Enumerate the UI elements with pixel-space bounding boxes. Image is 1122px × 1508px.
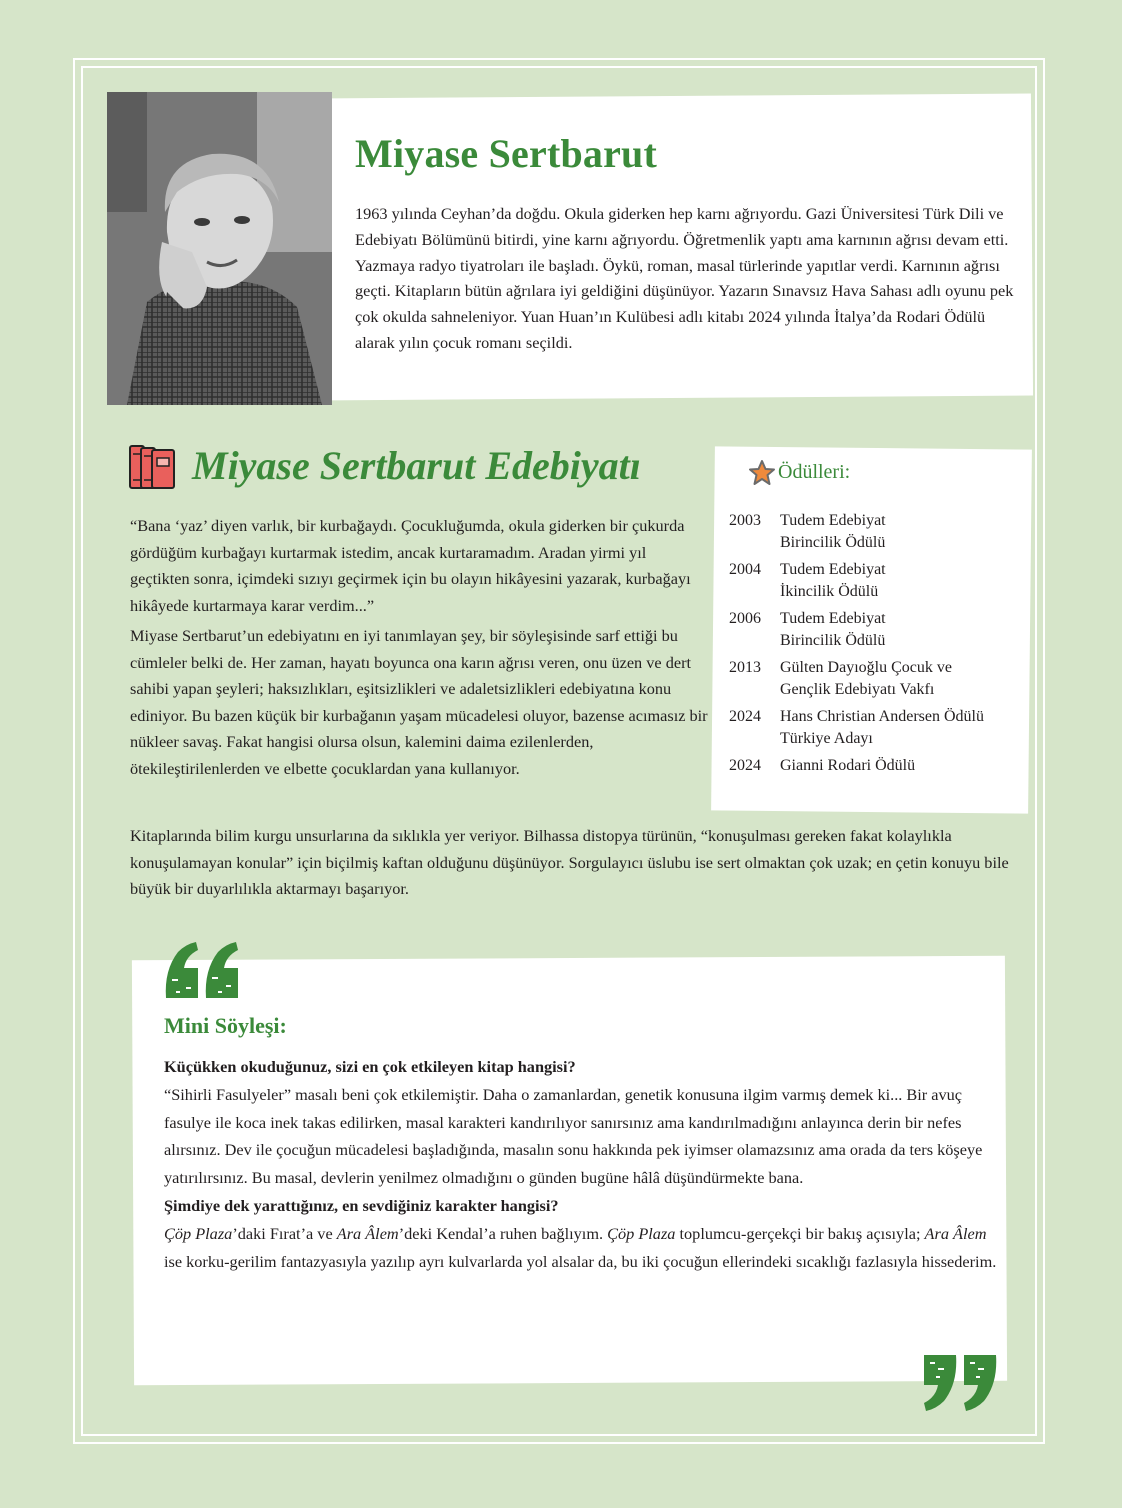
award-name: Tudem Edebiyat Birincilik Ödülü	[780, 512, 886, 551]
author-name: Miyase Sertbarut	[355, 131, 658, 176]
close-quote-icon	[918, 1347, 1000, 1418]
section-title: Miyase Sertbarut Edebiyatı	[192, 443, 641, 488]
interview-answer: Çöp Plaza’daki Fırat’a ve Ara Âlem’deki Kendal’a ruhen bağlıyım. Çöp Plaza toplumcu-gerçekçi bir bakış açısıyla; Ara Âlem ise korku-gerilim fantazyasıyla yazılıp ayrı kulvarlarda yol alsalar da, bu iki çocuğun ellerindeki sıcaklığı fazlasıyla hissederim.	[164, 1223, 997, 1271]
award-item	[729, 755, 1029, 777]
section-body	[130, 513, 708, 786]
award-year: 2006	[729, 610, 761, 627]
author-photo	[107, 92, 332, 405]
interview-question: Küçükken okuduğunuz, sizi en çok etkileyen kitap hangisi?	[164, 1057, 576, 1076]
books-icon	[127, 440, 179, 497]
award-year: 2024	[729, 708, 761, 725]
interview-title: Mini Söyleşi:	[164, 1013, 287, 1038]
award-year: 2013	[729, 659, 761, 676]
award-item	[729, 706, 1029, 750]
award-name: Hans Christian Andersen Ödülü Türkiye Adayı	[780, 708, 984, 747]
award-name: Gianni Rodari Ödülü	[780, 757, 916, 774]
award-item	[729, 559, 1029, 603]
author-bio: 1963 yılında Ceyhan’da doğdu. Okula giderken hep karnı ağrıyordu. Gazi Üniversitesi Türk Dili ve Edebiyatı Bölümünü bitirdi, yine karnı ağrıyordu. Öğretmenlik yaptı ama karnının ağrısı devam etti. Yazmaya radyo tiyatroları ile başladı. Öykü, roman, masal türlerinde yapıtlar verdi. Karnının ağrısı geçti. Kitapların bütün ağrılara iyi geldiğini düşünüyor. Yazarın Sınavsız Hava Sahası adlı oyunu pek çok okulda sahneleniyor. Yuan Huan’ın Kulübesi adlı kitabı 2024 yılında İtalya’da Rodari Ödülü alarak yılın çocuk romanı seçildi.	[355, 204, 1014, 352]
author-portrait-illustration	[107, 92, 332, 405]
awards-list	[729, 510, 1029, 782]
award-item	[729, 608, 1029, 652]
award-year: 2024	[729, 757, 761, 774]
award-year: 2004	[729, 561, 761, 578]
award-name: Tudem Edebiyat Birincilik Ödülü	[780, 610, 886, 649]
award-item	[729, 657, 1029, 701]
awards-title: Ödülleri:	[778, 461, 851, 483]
award-item	[729, 510, 1029, 554]
quote-paragraph: “Bana ‘yaz’ diyen varlık, bir kurbağaydı. Çocukluğumda, okula giderken bir çukurda gördüğüm kurbağayı kurtarmak istedim, ancak kurtaramadım. Aradan yirmi yıl geçtikten sonra, içimdeki sızıyı geçirmek için bu olayın hikâyesini yazarak, kurbağayı hikâyede kurtarmaya karar verdim...”	[130, 516, 691, 615]
open-quote-icon	[162, 940, 244, 1011]
award-name: Tudem Edebiyat İkincilik Ödülü	[780, 561, 886, 600]
scifi-paragraph: Kitaplarında bilim kurgu unsurlarına da sıklıkla yer veriyor. Bilhassa distopya türünün, “konuşulması gereken fakat kolaylıkla konuşulamayan konular” için biçilmiş kaftan olduğunu düşünüyor. Sorgulayıcı üslubu ise sert olmaktan çok uzak; en çetin konuyu bile büyük bir duyarlılıkla aktarmayı başarıyor.	[130, 826, 1009, 899]
interview-body	[164, 1053, 1004, 1275]
award-year: 2003	[729, 512, 761, 529]
star-icon	[748, 459, 776, 492]
interview-question: Şimdiye dek yarattığınız, en sevdiğiniz karakter hangisi?	[164, 1195, 559, 1215]
body-paragraph: Miyase Sertbarut’un edebiyatını en iyi tanımlayan şey, bir söyleşisinde sarf ettiği bu cümleler belki de. Her zaman, hayatı boyunca ona karın ağrısı veren, onu üzen ve dert sahibi yapan şeyleri; haksızlıkları, eşitsizlikleri ve adaletsizlikleri edebiyatına konu ediniyor. Bu bazen küçük bir kurbağanın yaşam mücadelesi oluyor, bazense acımasız bir nükleer savaş. Fakat hangisi olursa olsun, kalemini daima ezilenlerden, ötekileştirilenlerden ve elbette çocuklardan yana kullanıyor.	[130, 626, 708, 778]
interview-answer: “Sihirli Fasulyeler” masalı beni çok etkilemiştir. Daha o zamanlardan, genetik konusuna ilgim varmış demek ki... Bir avuç fasulye ile koca inek takas edilirken, masal karakteri kandırılıyor sanırsınız ama kandırılmadığını anlayınca derin bir nefes alırsınız. Dev ile çocuğun mücadelesi başladığında, masalın sonu hakkında pek iyimser olamazsınız ama orada da ters köşeye yatırılırsınız. Bu masal, devlerin yenilmez olmadığını o günden bugüne hâlâ düşündürmekte bana.	[164, 1084, 983, 1188]
award-name: Gülten Dayıoğlu Çocuk ve Gençlik Edebiyatı Vakfı	[780, 659, 952, 698]
